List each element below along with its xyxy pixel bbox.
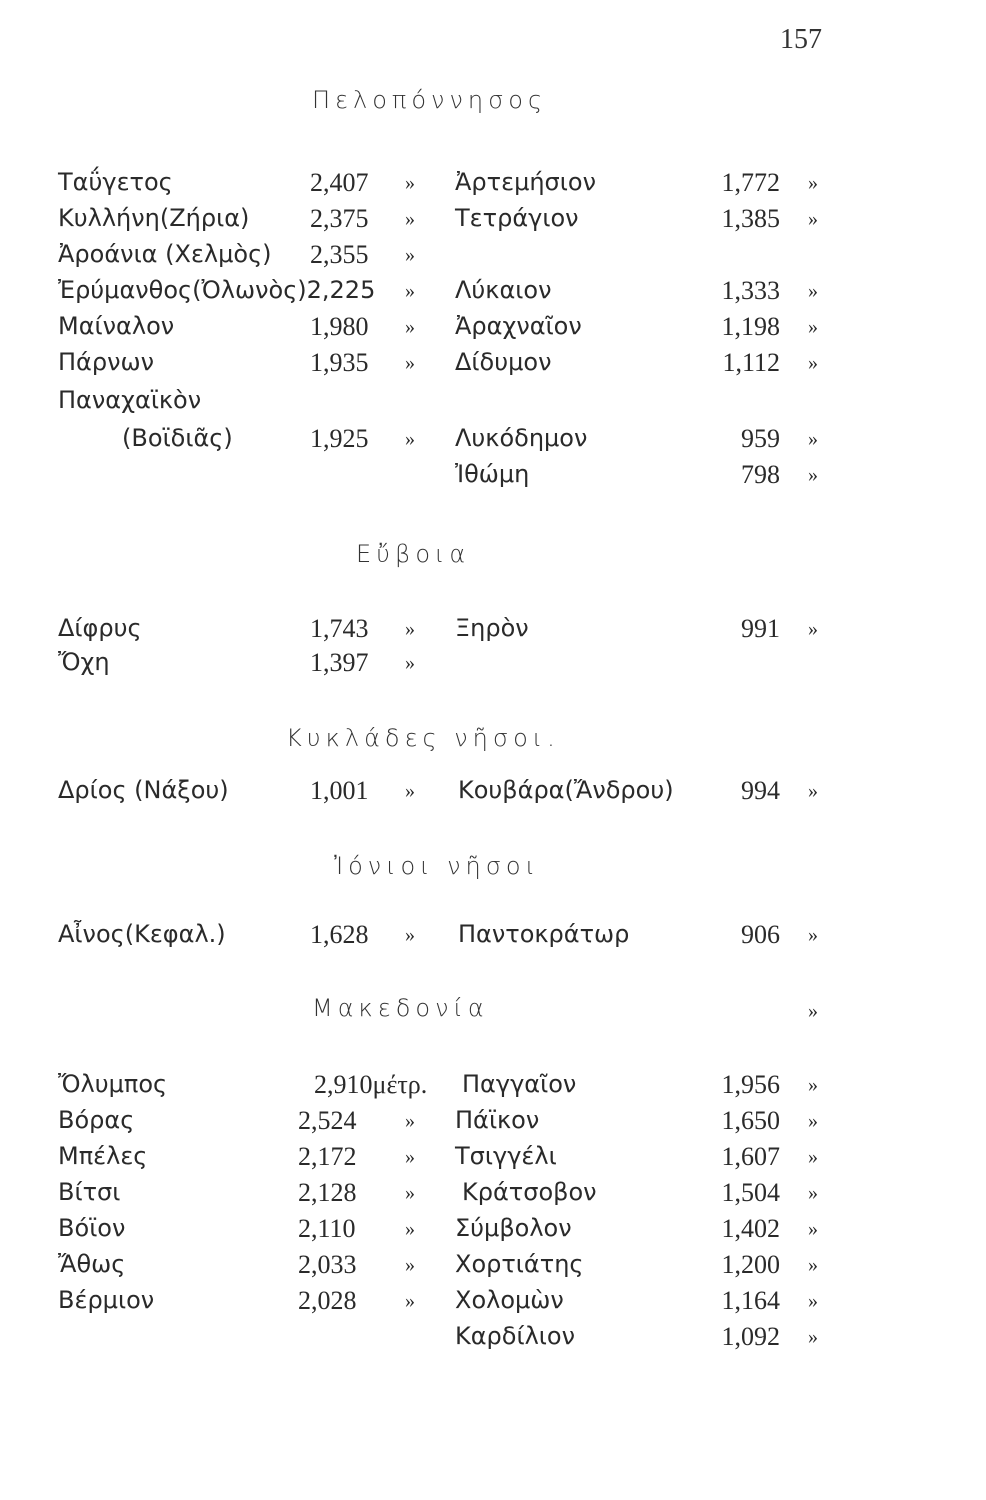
table-row — [0, 920, 986, 954]
right-height: 1,333 — [721, 276, 780, 305]
left-mountain: Παναχαϊκὸν — [58, 386, 202, 414]
right-mountain: Λύκαιον — [455, 276, 552, 304]
ditto-mark: » — [405, 428, 415, 450]
left-mountain: Μπέλες — [58, 1142, 148, 1170]
left-mountain: Ἀροάνια (Χελμὸς) — [58, 240, 272, 268]
ditto-mark: » — [405, 1110, 415, 1132]
left-height: 2,033 — [298, 1250, 357, 1279]
ditto-mark: » — [808, 1000, 818, 1022]
right-height: 1,200 — [721, 1250, 780, 1279]
ditto-mark: » — [405, 618, 415, 640]
left-height: 2,172 — [298, 1142, 357, 1171]
right-height: 994 — [741, 776, 780, 805]
heading-ditto-row — [0, 996, 986, 1030]
table-row — [0, 776, 986, 810]
ditto-mark: » — [405, 208, 415, 230]
ditto-mark: » — [808, 208, 818, 230]
section-title-macedonia: Μακεδονία — [312, 994, 489, 1022]
table-row — [0, 614, 986, 648]
right-mountain: Κράτσοβον — [462, 1178, 597, 1206]
left-mountain: Κυλλήνη(Ζήρια) — [58, 204, 250, 232]
left-mountain: Δίφρυς — [58, 614, 142, 642]
section-title-ionian: Ἰόνιοι νῆσοι — [334, 852, 540, 880]
right-mountain: Κουβάρα(Ἄνδρου) — [458, 776, 674, 804]
table-row — [0, 386, 986, 420]
left-height: 2,910μέτρ. — [314, 1070, 428, 1099]
right-height: 1,092 — [721, 1322, 780, 1351]
section-title-euboea: Εὔβοια — [356, 540, 471, 568]
right-mountain: Παντοκράτωρ — [458, 920, 630, 948]
left-mountain: Βέρμιον — [58, 1286, 155, 1314]
left-mountain: Πάρνων — [58, 348, 155, 376]
left-mountain: Αἶνος(Κεφαλ.) — [58, 920, 226, 948]
table-row — [0, 1250, 986, 1284]
ditto-mark: » — [405, 924, 415, 946]
right-mountain: Ἀραχναῖον — [455, 312, 582, 340]
left-mountain: Δρίος (Νάξου) — [58, 776, 229, 804]
ditto-mark: » — [808, 1182, 818, 1204]
ditto-mark: » — [808, 1254, 818, 1276]
right-height: 1,772 — [721, 168, 780, 197]
right-height: 1,198 — [721, 312, 780, 341]
ditto-mark: » — [405, 280, 415, 302]
ditto-mark: » — [405, 172, 415, 194]
right-height: 1,402 — [721, 1214, 780, 1243]
right-height: 1,650 — [721, 1106, 780, 1135]
table-row — [0, 1070, 986, 1104]
table-row — [0, 1106, 986, 1140]
ditto-mark: » — [405, 352, 415, 374]
right-mountain: Ἰθώμη — [455, 460, 530, 488]
left-height: 1,628 — [310, 920, 369, 949]
ditto-mark: » — [808, 464, 818, 486]
right-mountain: Πάϊκον — [455, 1106, 540, 1134]
right-mountain: Ἀρτεμήσιον — [455, 168, 596, 196]
left-mountain: Ἄθως — [58, 1250, 126, 1278]
left-mountain-with-height: Ἐρύμανθος(Ὀλωνὸς)2,225 — [58, 276, 376, 304]
left-mountain: (Βοϊδιᾶς) — [122, 424, 233, 452]
left-height: 2,028 — [298, 1286, 357, 1315]
right-height: 1,385 — [721, 204, 780, 233]
ditto-mark: » — [808, 316, 818, 338]
right-mountain: Παγγαῖον — [462, 1070, 577, 1098]
ditto-mark: » — [808, 352, 818, 374]
ditto-mark: » — [405, 1218, 415, 1240]
right-height: 1,164 — [721, 1286, 780, 1315]
right-height: 1,112 — [722, 348, 780, 377]
table-row — [0, 204, 986, 238]
ditto-mark: » — [405, 244, 415, 266]
right-height: 1,956 — [721, 1070, 780, 1099]
table-row — [0, 648, 986, 682]
left-mountain: Ταΰγετος — [58, 168, 173, 196]
ditto-mark: » — [808, 1110, 818, 1132]
right-mountain: Λυκόδημον — [455, 424, 588, 452]
right-mountain: Καρδίλιον — [455, 1322, 576, 1350]
ditto-mark: » — [405, 316, 415, 338]
ditto-mark: » — [405, 652, 415, 674]
right-height: 959 — [741, 424, 780, 453]
left-mountain: Ὄχη — [58, 648, 110, 676]
ditto-mark: » — [405, 1290, 415, 1312]
table-row — [0, 1286, 986, 1320]
ditto-mark: » — [808, 1326, 818, 1348]
ditto-mark: » — [808, 428, 818, 450]
left-height: 1,743 — [310, 614, 369, 643]
ditto-mark: » — [405, 1254, 415, 1276]
left-height: 1,397 — [310, 648, 369, 677]
right-height: 798 — [741, 460, 780, 489]
table-row — [0, 348, 986, 382]
section-title-cyclades: Κυκλάδες νῆσοι. — [286, 724, 560, 752]
left-mountain: Βίτσι — [58, 1178, 121, 1206]
section-title-peloponnese: Πελοπόννησος — [312, 86, 548, 114]
right-height: 1,607 — [721, 1142, 780, 1171]
table-row — [0, 240, 986, 274]
ditto-mark: » — [808, 1074, 818, 1096]
right-mountain: Τσιγγέλι — [455, 1142, 557, 1170]
ditto-mark: » — [808, 1218, 818, 1240]
left-mountain: Βόρας — [58, 1106, 135, 1134]
right-height: 991 — [741, 614, 780, 643]
ditto-mark: » — [808, 1146, 818, 1168]
table-row — [0, 1322, 986, 1356]
ditto-mark: » — [808, 1290, 818, 1312]
right-mountain: Χορτιάτης — [455, 1250, 584, 1278]
table-row — [0, 1214, 986, 1248]
table-row — [0, 312, 986, 346]
table-row — [0, 168, 986, 202]
left-height: 1,925 — [310, 424, 369, 453]
left-height: 2,375 — [310, 204, 369, 233]
left-height: 2,110 — [298, 1214, 356, 1243]
right-mountain: Σύμβολον — [455, 1214, 572, 1242]
right-mountain: Ξηρὸν — [455, 614, 529, 642]
right-mountain: Δίδυμον — [455, 348, 552, 376]
left-mountain: Βόϊον — [58, 1214, 126, 1242]
right-height: 1,504 — [721, 1178, 780, 1207]
ditto-mark: » — [808, 280, 818, 302]
left-height: 2,407 — [310, 168, 369, 197]
page-number: 157 — [780, 24, 822, 55]
right-mountain: Τετράγιον — [455, 204, 579, 232]
ditto-mark: » — [808, 618, 818, 640]
ditto-mark: » — [405, 1146, 415, 1168]
ditto-mark: » — [808, 924, 818, 946]
right-height: 906 — [741, 920, 780, 949]
table-row — [0, 424, 986, 458]
table-row — [0, 1178, 986, 1212]
table-row — [0, 276, 986, 310]
left-height: 2,524 — [298, 1106, 357, 1135]
right-mountain: Χολομὼν — [455, 1286, 564, 1314]
left-mountain: Ὄλυμπος — [58, 1070, 168, 1098]
table-row — [0, 1142, 986, 1176]
left-height: 2,128 — [298, 1178, 357, 1207]
left-height: 1,001 — [310, 776, 369, 805]
ditto-mark: » — [405, 780, 415, 802]
table-row — [0, 460, 986, 494]
ditto-mark: » — [808, 172, 818, 194]
left-height: 1,980 — [310, 312, 369, 341]
ditto-mark: » — [405, 1182, 415, 1204]
left-height: 1,935 — [310, 348, 369, 377]
left-height: 2,355 — [310, 240, 369, 269]
left-mountain: Μαίναλον — [58, 312, 175, 340]
ditto-mark: » — [808, 780, 818, 802]
